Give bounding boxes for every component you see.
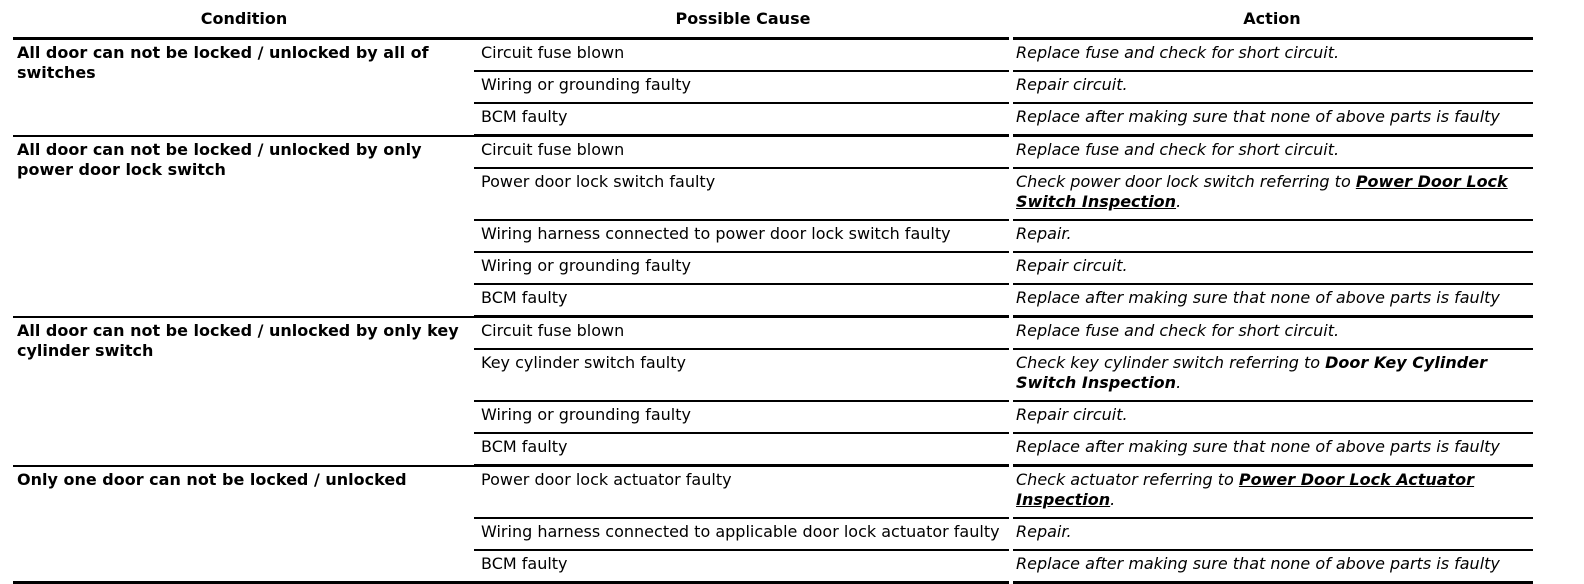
action-cell (1011, 168, 1533, 220)
action-text: Check actuator referring to (1016, 470, 1239, 489)
action-text-end: . (1176, 192, 1182, 211)
action-cell: Replace after making sure that none of above parts is faulty (1011, 284, 1533, 317)
possible-cause-header: Possible Cause (475, 6, 1011, 39)
cause-cell: Circuit fuse blown (475, 317, 1011, 350)
header-row (13, 6, 1533, 39)
condition-header: Condition (13, 6, 475, 39)
action-cell: Replace after making sure that none of above parts is faulty (1011, 103, 1533, 136)
cause-cell: BCM faulty (475, 433, 1011, 466)
table-row (13, 136, 1533, 169)
action-cell (1011, 349, 1533, 401)
cause-cell: Circuit fuse blown (475, 136, 1011, 169)
power-door-lock-actuator-inspection-link[interactable]: Power Door Lock Actuator Inspection (1016, 470, 1475, 509)
troubleshooting-table (13, 6, 1533, 584)
action-cell (1011, 466, 1533, 519)
action-text-end: . (1176, 373, 1182, 392)
action-text: Check key cylinder switch referring to (1016, 353, 1326, 372)
action-cell: Replace fuse and check for short circuit. (1011, 136, 1533, 169)
action-cell: Repair. (1011, 220, 1533, 252)
table-row (13, 466, 1533, 519)
power-door-lock-switch-inspection-link[interactable]: Power Door Lock Switch Inspection (1016, 172, 1508, 211)
action-cell: Replace after making sure that none of above parts is faulty (1011, 550, 1533, 583)
cause-cell: BCM faulty (475, 550, 1011, 583)
cause-cell: Power door lock switch faulty (475, 168, 1011, 220)
cause-cell: Wiring or grounding faulty (475, 401, 1011, 433)
door-key-cylinder-switch-inspection-link[interactable]: Door Key Cylinder Switch Inspection (1016, 353, 1487, 392)
cause-cell: Wiring harness connected to applicable door lock actuator faulty (475, 518, 1011, 550)
action-cell: Replace fuse and check for short circuit. (1011, 39, 1533, 72)
cause-cell: Power door lock actuator faulty (475, 466, 1011, 519)
table-row (13, 39, 1533, 72)
condition-cell: All door can not be locked / unlocked by only key cylinder switch (13, 317, 475, 466)
condition-cell: All door can not be locked / unlocked by all of switches (13, 39, 475, 136)
action-text-end: . (1110, 490, 1116, 509)
condition-cell: Only one door can not be locked / unlocked (13, 466, 475, 583)
action-cell: Replace after making sure that none of above parts is faulty (1011, 433, 1533, 466)
action-cell: Repair circuit. (1011, 252, 1533, 284)
cause-cell: Circuit fuse blown (475, 39, 1011, 72)
cause-cell: BCM faulty (475, 103, 1011, 136)
cause-cell: Key cylinder switch faulty (475, 349, 1011, 401)
cause-cell: Wiring or grounding faulty (475, 252, 1011, 284)
action-cell: Repair. (1011, 518, 1533, 550)
cause-cell: BCM faulty (475, 284, 1011, 317)
table-row (13, 317, 1533, 350)
action-cell: Repair circuit. (1011, 401, 1533, 433)
action-text: Check power door lock switch referring to (1016, 172, 1356, 191)
action-header: Action (1011, 6, 1533, 39)
cause-cell: Wiring harness connected to power door lock switch faulty (475, 220, 1011, 252)
action-cell: Replace fuse and check for short circuit. (1011, 317, 1533, 350)
cause-cell: Wiring or grounding faulty (475, 71, 1011, 103)
action-cell: Repair circuit. (1011, 71, 1533, 103)
condition-cell: All door can not be locked / unlocked by only power door lock switch (13, 136, 475, 317)
